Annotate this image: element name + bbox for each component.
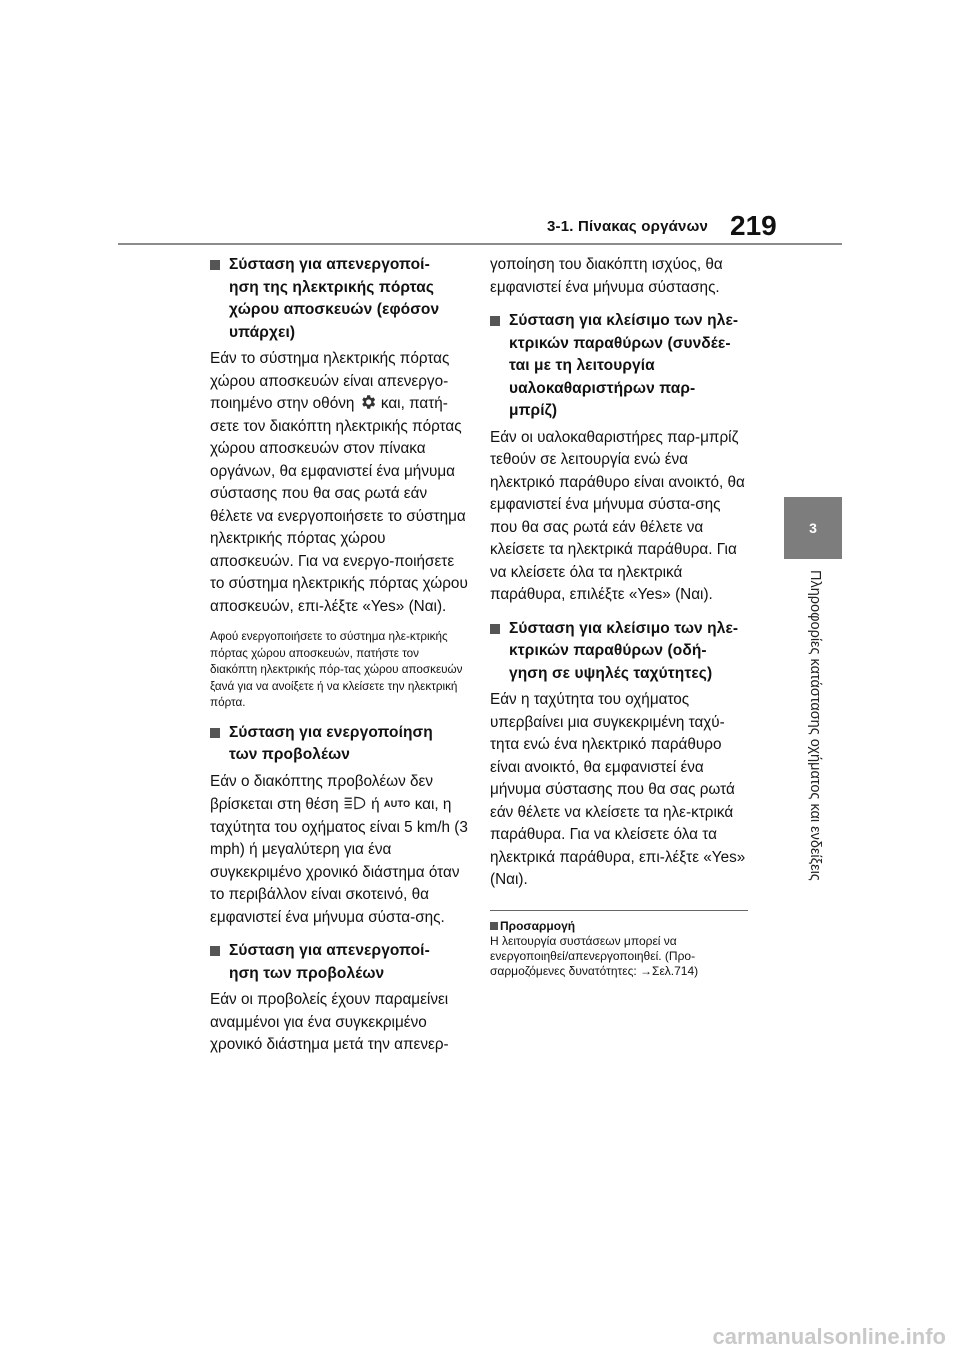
square-bullet-icon [210, 728, 220, 738]
paragraph [210, 771, 468, 930]
left-column [210, 254, 468, 1068]
headlight-icon [343, 795, 367, 811]
heading-text: Σύσταση για κλείσιμο των ηλε- κτρικών παραθύρων (συνδέε- ται με τη λειτουργία υαλοκαθαριστήρων παρ- μπρίζ) [509, 312, 739, 419]
section-heading [490, 618, 748, 686]
paragraph: Εάν οι προβολείς έχουν παραμείνει αναμμένοι για ένα συγκεκριμένο χρονικό διάστημα μετά την απενερ- [210, 991, 449, 1053]
page-number: 219 [730, 210, 777, 241]
paragraph [210, 348, 468, 618]
header-rule [118, 243, 842, 245]
heading-text: Σύσταση για ενεργοποίηση των προβολέων [229, 723, 433, 763]
section-heading [210, 254, 468, 344]
gear-icon [359, 393, 377, 411]
section-heading [490, 310, 748, 423]
square-bullet-icon [210, 946, 220, 956]
paragraph-text: ή [371, 796, 380, 813]
note-title [490, 918, 748, 934]
header-section-title: 3-1. Πίνακας οργάνων [547, 218, 708, 235]
square-bullet-icon [210, 260, 220, 270]
note-body: Η λειτουργία συστάσεων μπορεί να ενεργοποιηθεί/απενεργοποιηθεί. (Προ-σαρμοζόμενες δυνατότητες: →Σελ.714) [490, 933, 699, 978]
paragraph: Εάν η ταχύτητα του οχήματος υπερβαίνει μια συγκεκριμένη ταχύ-τητα ενώ ένα ηλεκτρικό παράθυρο είναι ανοικτό, θα εμφανιστεί ένα μήνυμα σύστασης που θα σας ρωτά εάν θέλετε να κλείσετε τα ηλε-κτρικά παράθυρα. Για να κλείσετε όλα τα ηλεκτρικά παράθυρα, επι-λέξτε «Yes» (Ναι). [490, 691, 746, 888]
section-heading [210, 722, 468, 767]
paragraph-text: και, η ταχύτητα του οχήματος είναι 5 km/h (3 mph) ή μεγαλύτερη για ένα συγκεκριμένο χρονικό διάστημα όταν το περιβάλλον είναι σκοτεινό, θα εμφανιστεί ένα μήνυμα σύστα-σης. [210, 796, 468, 926]
watermark: carmanualsonline.info [712, 1324, 946, 1349]
paragraph-text: και, πατή-σετε τον διακόπτη ηλεκτρικής πόρτας χώρου αποσκευών στον πίνακα οργάνων, θα εμφανιστεί ένα μήνυμα σύστασης που θα σας ρωτά εάν θέλετε να ενεργοποιήσετε το σύστημα ηλεκτρικής πόρτας χώρου αποσκευών. Για να ενεργο-ποιήσετε το σύστημα ηλεκτρικής πόρτας χώρου αποσκευών, επι-λέξτε «Yes» (Ναι). [210, 395, 468, 615]
note-divider [490, 910, 748, 911]
chapter-tab[interactable]: 3 [784, 497, 842, 559]
section-heading [210, 940, 468, 985]
paragraph-text: Εάν το σύστημα ηλεκτρικής πόρτας χώρου αποσκευών είναι απενεργο-ποιημένο στην οθόνη [210, 350, 450, 412]
heading-text: Σύσταση για απενεργοποί- ηση των προβολέων [229, 942, 430, 982]
square-bullet-icon [490, 624, 500, 634]
heading-text: Σύσταση για απενεργοποί- ηση της ηλεκτρικής πόρτας χώρου αποσκευών (εφόσον υπάρχει) [229, 256, 440, 341]
heading-text: Σύσταση για κλείσιμο των ηλε- κτρικών παραθύρων (οδή- γηση σε υψηλές ταχύτητες) [509, 619, 739, 682]
chapter-title-vertical: Πληροφορίες κατάστασης οχήματος και ενδείξεις [807, 570, 823, 881]
right-column [490, 254, 748, 979]
square-bullet-icon [490, 316, 500, 326]
note-title-text: Προσαρμογή [500, 918, 576, 933]
auto-label: AUTO [383, 799, 411, 809]
paragraph-text: Εάν ο διακόπτης προβολέων δεν βρίσκεται στη θέση [210, 772, 434, 813]
square-bullet-icon [490, 922, 498, 930]
paragraph: γοποίηση του διακόπτη ισχύος, θα εμφανιστεί ένα μήνυμα σύστασης. [490, 256, 723, 296]
paragraph: Εάν οι υαλοκαθαριστήρες παρ-μπρίζ τεθούν σε λειτουργία ενώ ένα ηλεκτρικό παράθυρο είναι ανοικτό, θα εμφανιστεί ένα μήνυμα σύστα-σης που θα σας ρωτά εάν θέλετε να κλείσετε τα ηλεκτρικά παράθυρα. Για να κλείσετε όλα τα ηλεκτρικά παράθυρα, επιλέξτε «Yes» (Ναι). [490, 428, 745, 603]
small-paragraph: Αφού ενεργοποιήσετε το σύστημα ηλε-κτρικής πόρτας χώρου αποσκευών, πατήστε τον διακόπτη ηλεκτρικής πόρ-τας χώρου αποσκευών ξανά για να ανοίξετε ή να κλείσετε την ηλεκτρική πόρτα. [210, 630, 463, 709]
